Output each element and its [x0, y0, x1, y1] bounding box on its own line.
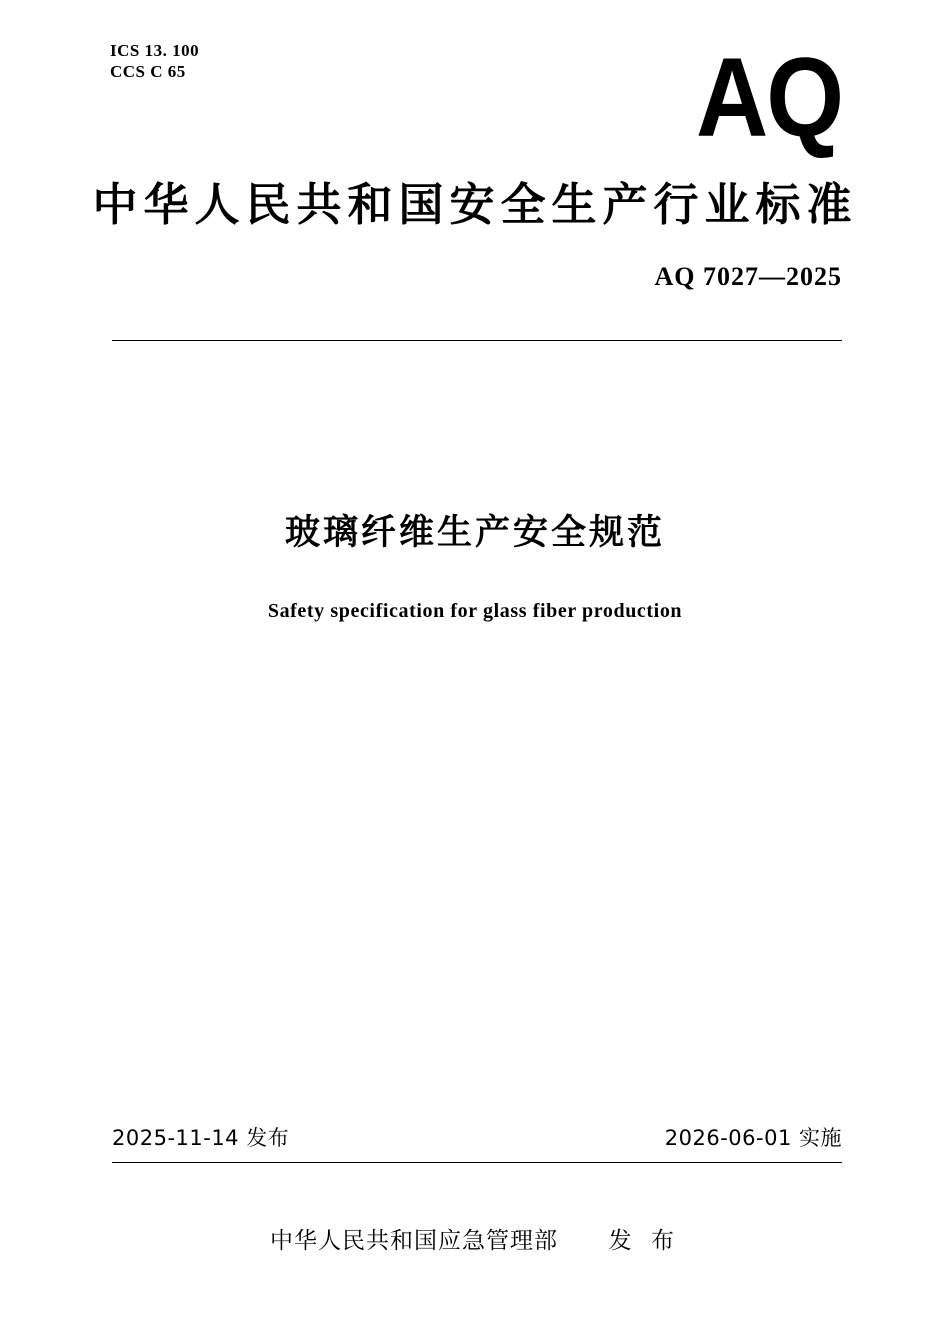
issue-date: 2025-11-14 发布 — [112, 1126, 290, 1150]
publisher-line — [0, 1222, 950, 1255]
publisher-organization: 中华人民共和国应急管理部 — [270, 1228, 559, 1254]
ccs-code: CCS C 65 — [110, 62, 186, 82]
document-title-english: Safety specification for glass fiber production — [267, 600, 683, 622]
ics-code: ICS 13. 100 — [110, 41, 200, 60]
effective-date: 2026-06-01 实施 — [664, 1126, 842, 1150]
divider-top — [112, 340, 842, 341]
dates-row — [112, 1122, 842, 1152]
page-title: 中华人民共和国安全生产行业标准 — [92, 178, 858, 231]
document-title-chinese: 玻璃纤维生产安全规范 — [284, 513, 665, 553]
publisher-action: 发 布 — [608, 1228, 680, 1254]
classification-codes — [110, 40, 199, 83]
aq-logo: AQ — [696, 35, 842, 161]
standard-number: AQ 7027—2025 — [654, 262, 842, 291]
divider-bottom — [112, 1162, 842, 1163]
